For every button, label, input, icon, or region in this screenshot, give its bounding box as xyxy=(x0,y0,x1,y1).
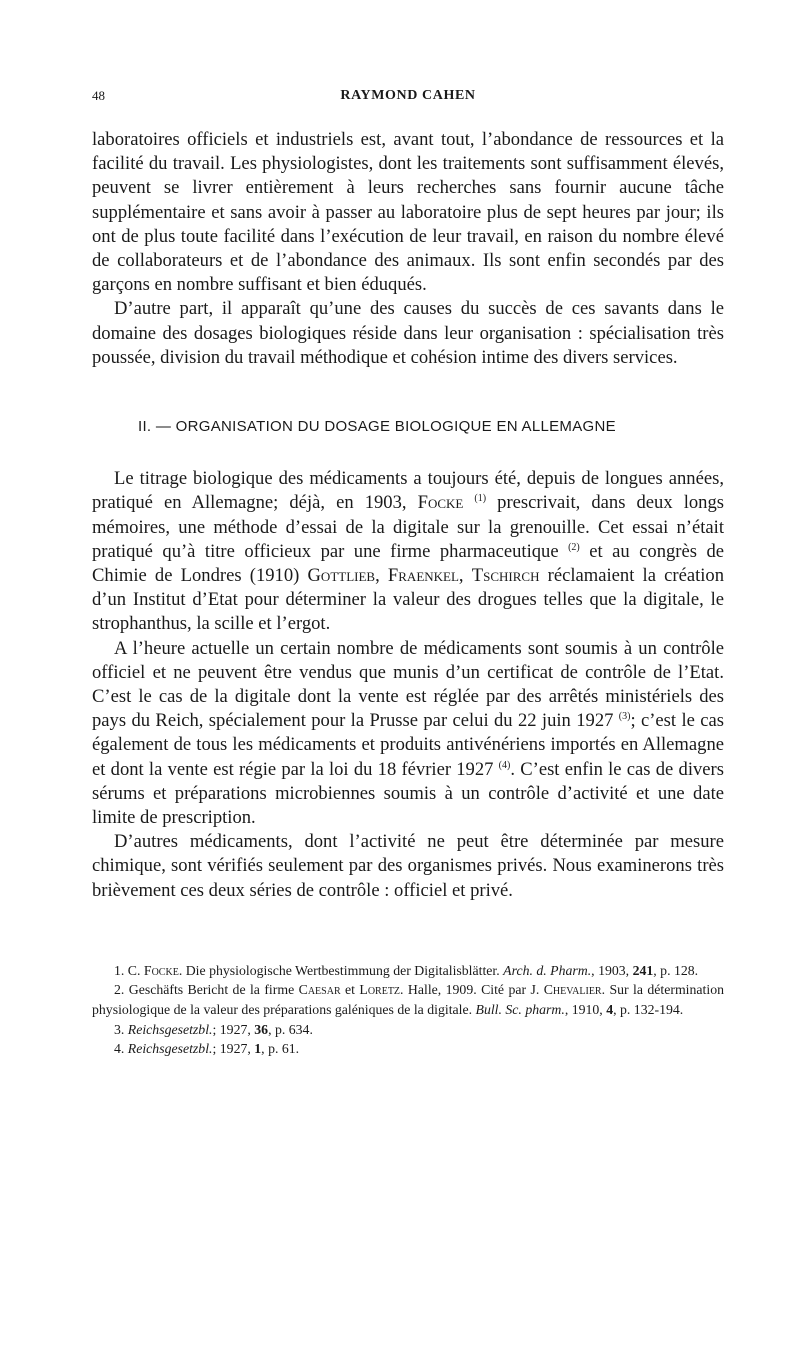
paragraph-2: D’autre part, il apparaît qu’une des causes du succès de ces savants dans le domaine des dosages biologiques réside dans leur organisation : spécialisation très poussée, division du travail méthodique et cohésion intime des divers services. xyxy=(92,298,724,368)
fn2-text-b: et xyxy=(340,982,360,998)
p3-text-b: prescrivait, dans deux longs mémoires, une méthode d’essai de la digitale sur la grenouille. Cet essai n’était pratiqué qu’à titre officieux par une firme pharmaceutique xyxy=(92,492,725,562)
footnote-2 xyxy=(92,980,724,1019)
p3-text-a: Le titrage biologique des médicaments a toujours été, depuis de longues années, pratiqué en Allemagne; déjà, en 1903, xyxy=(92,468,724,514)
fn1-text-b: . Die physiologische Wertbestimmung der Digitalisblätter. xyxy=(178,962,504,978)
p3-separator-1: , xyxy=(375,565,388,587)
book-page xyxy=(92,88,724,1059)
footnote-ref-2: (2) xyxy=(568,541,580,553)
fn1-text-c: , 1903, xyxy=(591,962,633,978)
fn1-journal: Arch. d. Pharm. xyxy=(503,962,592,978)
fn1-volume: 241 xyxy=(632,962,654,978)
paragraph-4 xyxy=(92,637,724,831)
fn2-text-d: . Sur la détermination physiologique de la valeur des préparations galéniques de la digitale. xyxy=(92,982,725,1018)
running-head: RAYMOND CAHEN xyxy=(340,88,476,103)
footnote-ref-3: (3) xyxy=(618,711,631,723)
author-focke: Focke xyxy=(417,492,464,514)
fn3-text-a: 3. xyxy=(114,1021,128,1037)
p4-text-b: ; c’est le cas également de tous les médicaments et produits antivénériens importés en Allemagne et dont la vente est régie par la loi du 18 février 1927 xyxy=(92,710,724,780)
paragraph-3 xyxy=(92,467,724,636)
fn4-volume: 1 xyxy=(254,1041,262,1057)
fn1-text-a: 1. C. xyxy=(114,962,144,978)
fn2-loretz: Loretz xyxy=(359,982,401,998)
fn4-text-c: , p. 61. xyxy=(261,1041,300,1057)
p3-separator-2: , xyxy=(458,565,472,587)
fn4-text-b: ; 1927, xyxy=(212,1041,255,1057)
paragraph-1: laboratoires officiels et industriels est, avant tout, l’abondance de ressources et la facilité du travail. Les physiologistes, dont les traitements sont suffisamment élevés, peuvent se livrer entièrement à leurs recherches sans fournir aucune tâche supplémentaire et sans avoir à passer au laboratoire plus de sept heures par jour; ils ont de plus toute facilité dans l’exécution de leur travail, en raison du nombre élevé de collaborateurs et de l’abondance des animaux. Ils sont enfin secondés par des garçons en nombre suffisant et bien éduqués. xyxy=(92,129,724,296)
fn3-journal: Reichsgesetzbl. xyxy=(127,1021,213,1037)
author-gottlieb: Gottlieb xyxy=(307,565,376,587)
p4-text-a: A l’heure actuelle un certain nombre de médicaments sont soumis à un contrôle officiel et ne peuvent être vendus que munis d’un certificat de contrôle de l’Etat. C’est le cas de la digitale dont la vente est réglée par des arrêtés ministériels des pays du Reich, spécialement pour la Prusse par celui du 22 juin 1927 xyxy=(92,637,724,732)
p3-text-c: et au congrès de Chimie de Londres (1910) xyxy=(92,540,724,587)
fn2-chevalier: Chevalier xyxy=(543,982,602,998)
paragraph-5: D’autres médicaments, dont l’activité ne peut être déterminée par mesure chimique, sont vérifiés seulement par des organismes privés. Nous examinerons très brièvement ces deux séries de contrôle : officiel et privé. xyxy=(92,831,724,901)
fn1-text-d: , p. 128. xyxy=(653,962,699,978)
page-number: 48 xyxy=(92,88,105,103)
footnote-ref-1: (1) xyxy=(474,493,487,505)
body-text xyxy=(92,128,724,903)
fn2-text-a: 2. Geschäfts Bericht de la firme xyxy=(114,982,299,998)
section-heading: II. — ORGANISATION DU DOSAGE BIOLOGIQUE EN ALLEMAGNE xyxy=(138,418,616,436)
fn2-text-c: . Halle, 1909. Cité par J. xyxy=(400,982,544,998)
footnote-4 xyxy=(92,1039,724,1059)
fn2-text-e: , 1910, xyxy=(564,1002,607,1018)
fn4-text-a: 4. xyxy=(114,1041,128,1057)
fn2-caesar: Caesar xyxy=(298,982,341,998)
fn1-author: Focke xyxy=(143,962,179,978)
fn4-journal: Reichsgesetzbl. xyxy=(127,1041,213,1057)
p3-text-d: réclamaient la création d’un Institut d’Etat pour déterminer la valeur des drogues telles que la digitale, le strophanthus, la scille et l’ergot. xyxy=(92,565,725,635)
p4-text-c: . C’est enfin le cas de divers sérums et préparations microbiennes soumis à un contrôle d’activité et une date limite de prescription. xyxy=(92,758,724,829)
author-tschirch: Tschirch xyxy=(471,565,540,587)
fn3-text-c: , p. 634. xyxy=(268,1021,313,1037)
page-header xyxy=(92,88,724,110)
footnotes xyxy=(92,961,724,1059)
fn2-text-f: , p. 132-194. xyxy=(613,1002,684,1018)
footnote-ref-4: (4) xyxy=(498,759,511,771)
footnote-1 xyxy=(92,961,724,981)
author-fraenkel: Fraenkel xyxy=(387,565,459,587)
fn3-volume: 36 xyxy=(254,1021,269,1037)
fn3-text-b: ; 1927, xyxy=(212,1021,255,1037)
fn2-volume: 4 xyxy=(606,1002,614,1018)
footnote-3 xyxy=(92,1020,724,1040)
fn2-journal: Bull. Sc. pharm. xyxy=(475,1002,565,1018)
